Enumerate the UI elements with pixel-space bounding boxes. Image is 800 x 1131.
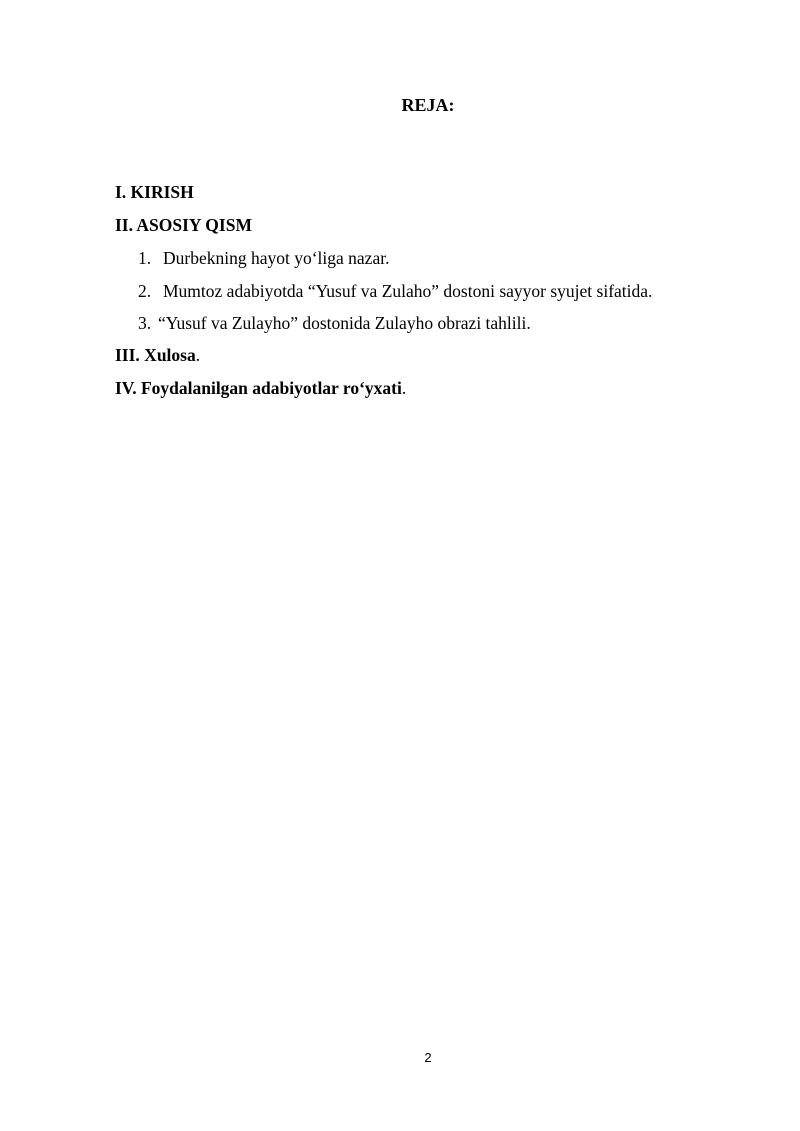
section-conclusion-suffix: .	[195, 345, 201, 365]
section-conclusion	[115, 344, 200, 366]
section-intro: I. KIRISH	[115, 182, 194, 202]
section-main: II. ASOSIY QISM	[115, 215, 252, 235]
section-references-suffix: .	[401, 378, 407, 398]
subsection-item-2	[138, 280, 652, 302]
subsection-number: 3.	[138, 313, 152, 333]
section-references-label: IV. Foydalanilgan adabiyotlar ro‘yxati	[115, 378, 402, 398]
subsection-text: Mumtoz adabiyotda “Yusuf va Zulaho” dostoni sayyor syujet sifatida.	[163, 281, 653, 301]
section-references	[115, 377, 406, 399]
subsection-text: Durbekning hayot yo‘liga nazar.	[163, 248, 390, 268]
page-title: REJA:	[401, 95, 455, 115]
section-conclusion-label: III. Xulosa	[115, 345, 196, 365]
page-number: 2	[424, 1050, 432, 1065]
subsection-number: 2.	[138, 281, 152, 301]
subsection-number: 1.	[138, 248, 152, 268]
subsection-text: “Yusuf va Zulayho” dostonida Zulayho obrazi tahlili.	[158, 313, 531, 333]
subsection-item-3	[138, 312, 531, 334]
subsection-item-1	[138, 247, 389, 269]
